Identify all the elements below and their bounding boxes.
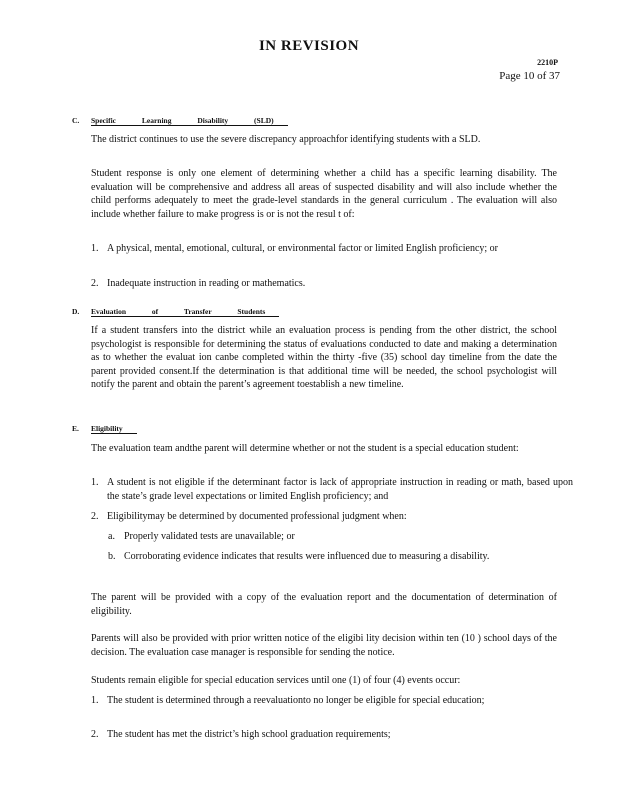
list-text: Inadequate instruction in reading or mathematics. [107, 278, 306, 289]
section-c-paragraph-2: Student response is only one element of determining whether a child has a specific learning disability. The evaluation will be comprehensive and address all areas of suspected disability and will also include whether the child performs adequately to meet the grade-level standards in the general curriculum . The evaluation will also include whether failure to make progress is or is not the resul t of: [91, 168, 557, 220]
section-d-label: D. [72, 307, 80, 316]
list-number: 2. [91, 278, 99, 289]
list-text: A student is not eligible if the determinant factor is lack of appropriate instruction in reading or math, based upon the state’s grade level expectations or limited English proficiency; and [107, 477, 573, 502]
section-e-sub-item-a [108, 530, 564, 544]
section-e-paragraph-1: The evaluation team andthe parent will determine whether or not the student is a special education student: [91, 443, 519, 454]
list-number: 1. [91, 477, 99, 488]
list-text: The student has met the district’s high school graduation requirements; [107, 729, 391, 740]
section-e-sub-item-b [108, 550, 564, 564]
section-d-heading [72, 307, 279, 317]
section-e-paragraph-2: The parent will be provided with a copy of the evaluation report and the documentation of determination of eligibility. [91, 592, 557, 617]
sub-letter: b. [108, 551, 116, 562]
section-c-label: C. [72, 116, 80, 125]
section-c-list-item-2 [91, 277, 573, 291]
sub-text: Corroborating evidence indicates that results were influenced due to measuring a disability. [124, 551, 490, 562]
section-e-heading [72, 424, 137, 434]
list-number: 1. [91, 695, 99, 706]
section-e-list-item-1 [91, 476, 573, 503]
sub-letter: a. [108, 531, 115, 542]
policy-number: 2210P [537, 58, 558, 67]
section-c-heading [72, 116, 288, 126]
list-text: The student is determined through a reevaluationto no longer be eligible for special education; [107, 695, 485, 706]
section-d-title: Evaluation of Transfer Students [91, 307, 279, 317]
section-e-title: Eligibility [91, 424, 137, 434]
revision-title: IN REVISION [258, 38, 360, 54]
list-text: Eligibilitymay be determined by documented professional judgment when: [107, 511, 407, 522]
section-e-list2-item-1 [91, 694, 573, 708]
sub-text: Properly validated tests are unavailable; or [124, 531, 295, 542]
section-e-paragraph-4: Students remain eligible for special education services until one (1) of four (4) events occur: [91, 675, 461, 686]
section-e-paragraph-3: Parents will also be provided with prior written notice of the eligibi lity decision within ten (10 ) school days of the decision. The evaluation case manager is responsible for sending the notice. [91, 633, 557, 658]
section-e-list2-item-2 [91, 728, 573, 742]
section-d-paragraph-1: If a student transfers into the district while an evaluation process is pending from the other district, the school psychologist is responsible for determining the status of evaluations conducted to date and making a determination as to whether the evaluat ion canbe completed within the thirty -five (35) school day timeline from the date the parent provided consent.If the determination is that additional time will be needed, the school psychologist will notify the parent and obtain the parent’s agreement toestablish a new timeline. [91, 325, 557, 390]
section-e-label: E. [72, 424, 79, 433]
section-c-list-item-1 [91, 242, 573, 256]
section-c-title: Specific Learning Disability (SLD) [91, 116, 288, 126]
section-c-paragraph-1: The district continues to use the severe discrepancy approachfor identifying students with a SLD. [91, 134, 481, 145]
list-number: 1. [91, 243, 99, 254]
list-text: A physical, mental, emotional, cultural, or environmental factor or limited English proficiency; or [107, 243, 499, 254]
list-number: 2. [91, 511, 99, 522]
page-number: Page 10 of 37 [499, 70, 560, 82]
list-number: 2. [91, 729, 99, 740]
section-e-list-item-2 [91, 510, 573, 524]
